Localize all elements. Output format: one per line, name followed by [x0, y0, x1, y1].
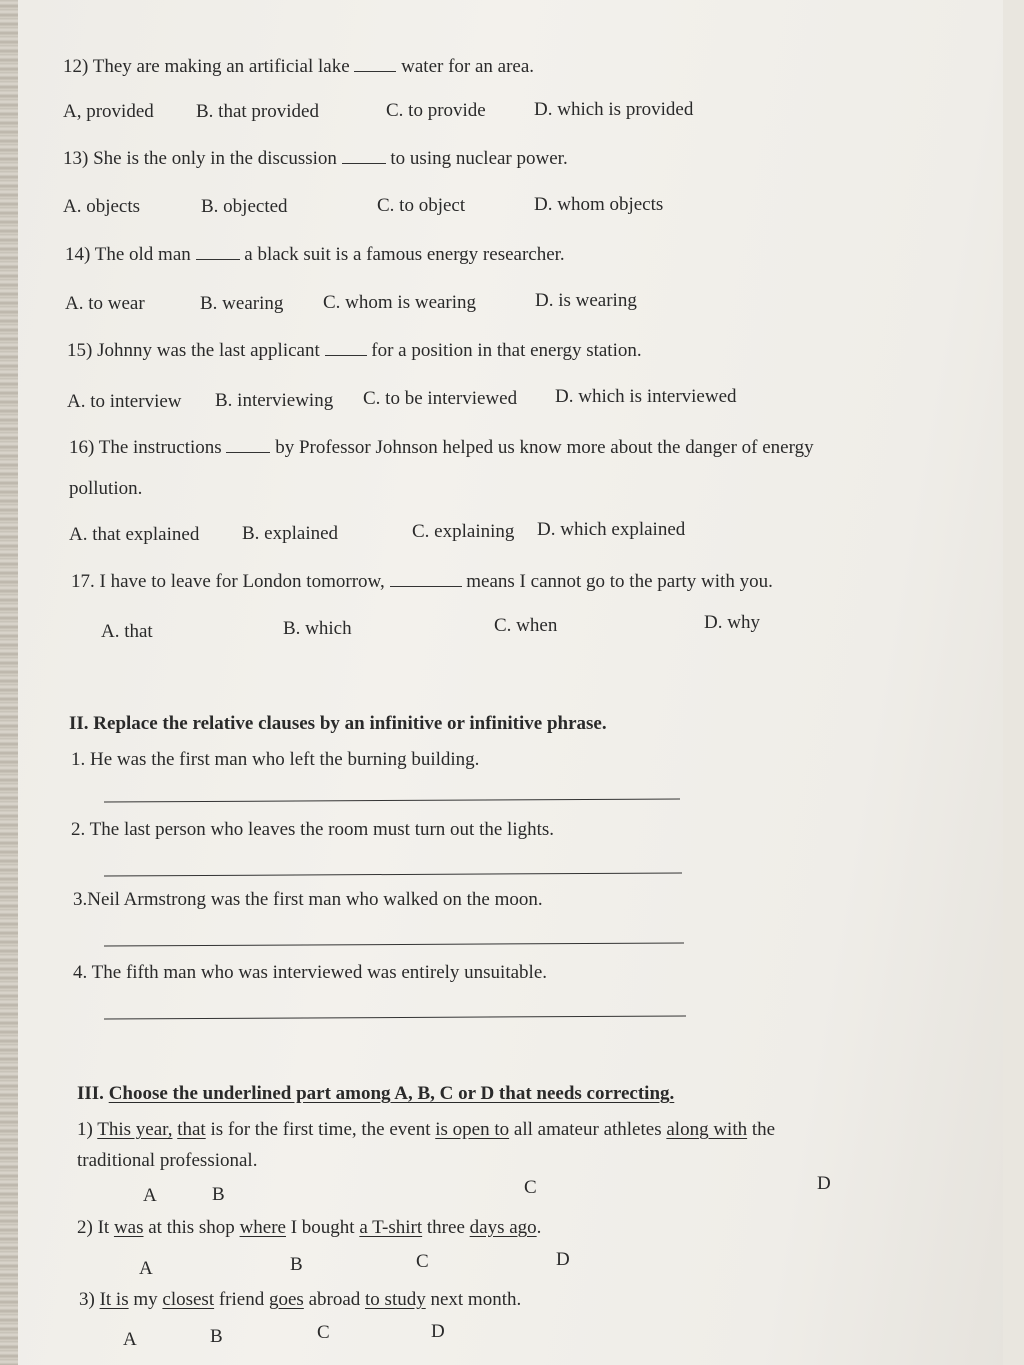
sentence-text: abroad	[308, 1289, 361, 1310]
question-15	[67, 339, 642, 363]
underlined-part-c[interactable]: is open to	[435, 1119, 510, 1140]
option-d[interactable]: D. whom objects	[534, 194, 664, 215]
part-3-number: III.	[77, 1083, 104, 1104]
error-question-1	[77, 1118, 775, 1142]
sentence-text: next month.	[430, 1289, 522, 1310]
sentence-text: all amateur athletes	[513, 1119, 662, 1140]
option-b[interactable]: B. objected	[201, 196, 288, 217]
underlined-part-d[interactable]: to study	[365, 1289, 426, 1310]
underlined-part-b[interactable]: where	[239, 1217, 286, 1238]
question-16-continuation: pollution.	[69, 478, 143, 499]
question-number: 1)	[77, 1119, 93, 1140]
question-12-stem-end: water for an area.	[401, 56, 535, 77]
question-17-stem-end: means I cannot go to the party with you.	[466, 571, 773, 592]
answer-blank[interactable]	[354, 57, 396, 72]
letter-d: D	[431, 1321, 445, 1342]
question-13	[63, 147, 568, 171]
option-a[interactable]: A. that explained	[69, 524, 200, 545]
letter-d: D	[556, 1249, 570, 1270]
underlined-part-b[interactable]: closest	[162, 1289, 215, 1310]
option-a[interactable]: A. to wear	[65, 293, 145, 314]
question-12	[63, 55, 534, 79]
option-a[interactable]: A. to interview	[67, 391, 182, 412]
sentence-text: .	[536, 1217, 542, 1238]
error-question-3	[79, 1288, 521, 1312]
option-d[interactable]: D. which is provided	[534, 99, 694, 120]
error-question-2	[77, 1216, 541, 1240]
letter-c: C	[416, 1251, 429, 1272]
question-13-stem-end: to using nuclear power.	[390, 148, 568, 169]
sentence-text: It	[97, 1217, 110, 1238]
option-d[interactable]: D. why	[704, 612, 760, 633]
sentence-text: the	[751, 1119, 776, 1140]
sentence-text: I bought	[290, 1217, 355, 1238]
answer-blank[interactable]	[226, 438, 270, 453]
sentence-text: my	[133, 1289, 158, 1310]
part-3-heading	[77, 1082, 674, 1106]
rewrite-item-3: 3.Neil Armstrong was the first man who walked on the moon.	[73, 889, 543, 910]
question-number: 3)	[79, 1289, 95, 1310]
letter-a: A	[143, 1185, 157, 1206]
option-d[interactable]: D. which is interviewed	[555, 386, 737, 407]
sentence-text: is for the first time, the event	[210, 1119, 431, 1140]
question-16-stem: 16) The instructions	[69, 437, 222, 458]
option-d[interactable]: D. which explained	[537, 519, 686, 540]
option-b[interactable]: B. that provided	[196, 101, 319, 122]
sentence-text: three	[426, 1217, 465, 1238]
letter-b: B	[212, 1184, 225, 1205]
question-15-stem: 15) Johnny was the last applicant	[67, 340, 320, 361]
question-number: 2)	[77, 1217, 93, 1238]
option-c[interactable]: C. when	[494, 615, 558, 636]
letter-a: A	[123, 1329, 137, 1350]
underlined-part-c[interactable]: goes	[268, 1289, 304, 1310]
option-c[interactable]: C. to provide	[386, 100, 486, 121]
option-a[interactable]: A. that	[101, 621, 153, 642]
question-12-stem: 12) They are making an artificial lake	[63, 56, 350, 77]
question-14	[65, 243, 565, 267]
option-c[interactable]: C. whom is wearing	[323, 292, 477, 313]
question-17-stem: 17. I have to leave for London tomorrow,	[71, 571, 385, 592]
option-a[interactable]: A. objects	[63, 196, 141, 217]
answer-blank[interactable]	[325, 341, 367, 356]
question-17	[71, 570, 773, 594]
part-2-heading: II. Replace the relative clauses by an infinitive or infinitive phrase.	[69, 713, 607, 734]
answer-blank[interactable]	[390, 572, 462, 587]
underlined-part-a[interactable]: This year,	[97, 1119, 173, 1140]
letter-c: C	[524, 1177, 537, 1198]
option-d[interactable]: D. is wearing	[535, 290, 637, 311]
underlined-part-a[interactable]: was	[113, 1217, 144, 1238]
letter-d: D	[817, 1173, 831, 1194]
underlined-part-b[interactable]: that	[177, 1119, 206, 1140]
underlined-part-a[interactable]: It is	[99, 1289, 129, 1310]
sentence-text: at this shop	[148, 1217, 235, 1238]
underlined-part-d[interactable]: along with	[666, 1119, 748, 1140]
question-15-stem-end: for a position in that energy station.	[371, 340, 642, 361]
option-c[interactable]: C. to object	[377, 195, 466, 216]
rewrite-item-4: 4. The fifth man who was interviewed was entirely unsuitable.	[73, 962, 547, 983]
option-a[interactable]: A, provided	[63, 101, 154, 122]
question-16-stem-end: by Professor Johnson helped us know more about the danger of energy	[275, 437, 814, 458]
option-b[interactable]: B. interviewing	[215, 390, 334, 411]
option-c[interactable]: C. to be interviewed	[363, 388, 518, 409]
option-b[interactable]: B. wearing	[200, 293, 284, 314]
option-b[interactable]: B. which	[283, 618, 352, 639]
error-question-1-continuation: traditional professional.	[77, 1150, 258, 1171]
question-16	[69, 436, 814, 460]
underlined-part-d[interactable]: days ago	[469, 1217, 537, 1238]
answer-blank[interactable]	[196, 245, 240, 260]
option-b[interactable]: B. explained	[242, 523, 339, 544]
rewrite-item-1: 1. He was the first man who left the burning building.	[71, 749, 480, 770]
answer-blank[interactable]	[342, 149, 386, 164]
option-c[interactable]: C. explaining	[412, 521, 515, 542]
question-13-stem: 13) She is the only in the discussion	[63, 148, 337, 169]
letter-a: A	[139, 1258, 153, 1279]
letter-b: B	[210, 1326, 223, 1347]
question-14-stem-end: a black suit is a famous energy researcher.	[244, 244, 565, 265]
sentence-text: friend	[218, 1289, 265, 1310]
letter-c: C	[317, 1322, 330, 1343]
rewrite-item-2: 2. The last person who leaves the room must turn out the lights.	[71, 819, 555, 840]
letter-b: B	[290, 1254, 303, 1275]
part-3-instructions: Choose the underlined part among A, B, C or D that needs correcting.	[108, 1083, 675, 1104]
underlined-part-c[interactable]: a T-shirt	[359, 1217, 423, 1238]
question-14-stem: 14) The old man	[65, 244, 191, 265]
